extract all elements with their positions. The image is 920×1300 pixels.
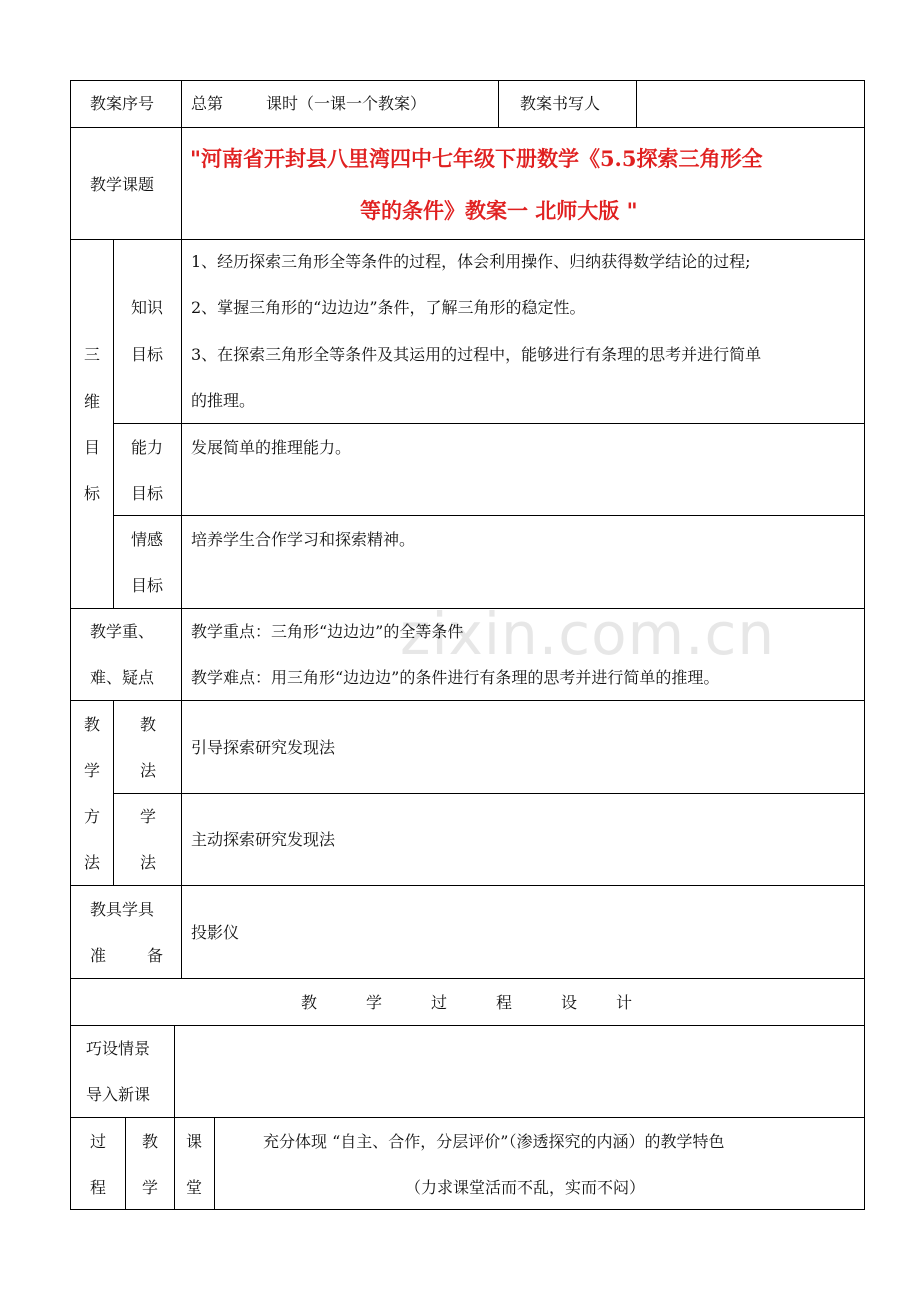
cell-objectives-group [70,239,114,609]
methods-group-char: 法 [84,853,101,872]
process-note-line1: 充分体现 “自主、合作，分层评价”（渗透探究的内涵）的教学特色 [263,1132,725,1151]
topic-label: 教学课题 [90,175,155,194]
teach-text: 引导探索研究发现法 [191,738,336,757]
learn-label: 法 [140,853,157,872]
learn-label: 学 [140,807,157,826]
knowledge-label: 目标 [131,345,164,364]
keypoints-label: 教学重、 [90,622,155,641]
process-note-line2: （力求课堂活而不乱，实而不闷） [405,1178,646,1197]
ability-label: 目标 [131,484,164,503]
cell-intro-content [174,1025,865,1118]
process-col1-char: 过 [90,1132,107,1151]
process-col3-char: 堂 [186,1178,203,1197]
knowledge-label: 知识 [131,298,164,317]
cell-process-title [70,978,865,1026]
lesson-label: 课时（一课一个教案） [266,94,427,113]
tools-label: 教具学具 [90,900,155,919]
tools-label: 准 [90,946,107,965]
keypoints-difficulty: 教学难点：用三角形“边边边”的条件进行有条理的思考并进行简单的推理。 [191,668,720,687]
cell-knowledge-label [113,239,182,424]
keypoints-label: 难、疑点 [90,668,155,687]
topic-title-line1: "河南省开封县八里湾四中七年级下册数学《5.5探索三角形全 [190,146,763,171]
objectives-group-char: 目 [84,438,101,457]
keypoints-focus: 教学重点：三角形“边边边”的全等条件 [191,622,464,641]
writer-label: 教案书写人 [520,94,601,113]
methods-group-char: 学 [84,761,101,780]
process-col2-char: 教 [142,1132,159,1151]
cell-tools-text [181,885,865,979]
tools-text: 投影仪 [191,923,240,942]
total-label: 总第 [191,94,224,113]
cell-writer-value [636,80,865,128]
teach-label: 法 [140,761,157,780]
process-col1-char: 程 [90,1178,107,1197]
process-col2-char: 学 [142,1178,159,1197]
emotion-text: 培养学生合作学习和探索精神。 [191,530,416,549]
emotion-label: 目标 [131,576,164,595]
intro-label: 导入新课 [86,1085,151,1104]
watermark: zixin.com.cn [400,600,776,668]
objectives-group-char: 三 [84,345,101,364]
cell-ability-text [181,423,865,516]
ability-text: 发展简单的推理能力。 [191,438,352,457]
methods-group-char: 方 [84,807,101,826]
process-title-char: 设 [561,993,578,1012]
knowledge-line: 3、在探索三角形全等条件及其运用的过程中，能够进行有条理的思考并进行简单 [191,345,762,364]
process-title-char: 程 [496,993,513,1012]
process-title-char: 学 [366,993,383,1012]
process-title-char: 计 [616,993,633,1012]
emotion-label: 情感 [131,530,164,549]
seq-label: 教案序号 [90,94,155,113]
intro-label: 巧设情景 [86,1039,151,1058]
knowledge-line: 2、掌握三角形的“边边边”条件，了解三角形的稳定性。 [191,298,586,317]
knowledge-line: 1、经历探索三角形全等条件的过程，体会利用操作、归纳获得数学结论的过程; [191,252,751,271]
methods-group-char: 教 [84,715,101,734]
ability-label: 能力 [131,438,164,457]
knowledge-line: 的推理。 [191,391,256,410]
tools-label: 备 [147,946,164,965]
objectives-group-char: 维 [84,392,101,411]
process-col3-char: 课 [186,1132,203,1151]
learn-text: 主动探索研究发现法 [191,830,336,849]
process-title-char: 过 [431,993,448,1012]
objectives-group-char: 标 [84,484,101,503]
teach-label: 教 [140,715,157,734]
topic-title-line2: 等的条件》教案一 北师大版 " [360,198,638,223]
process-title-char: 教 [301,993,318,1012]
